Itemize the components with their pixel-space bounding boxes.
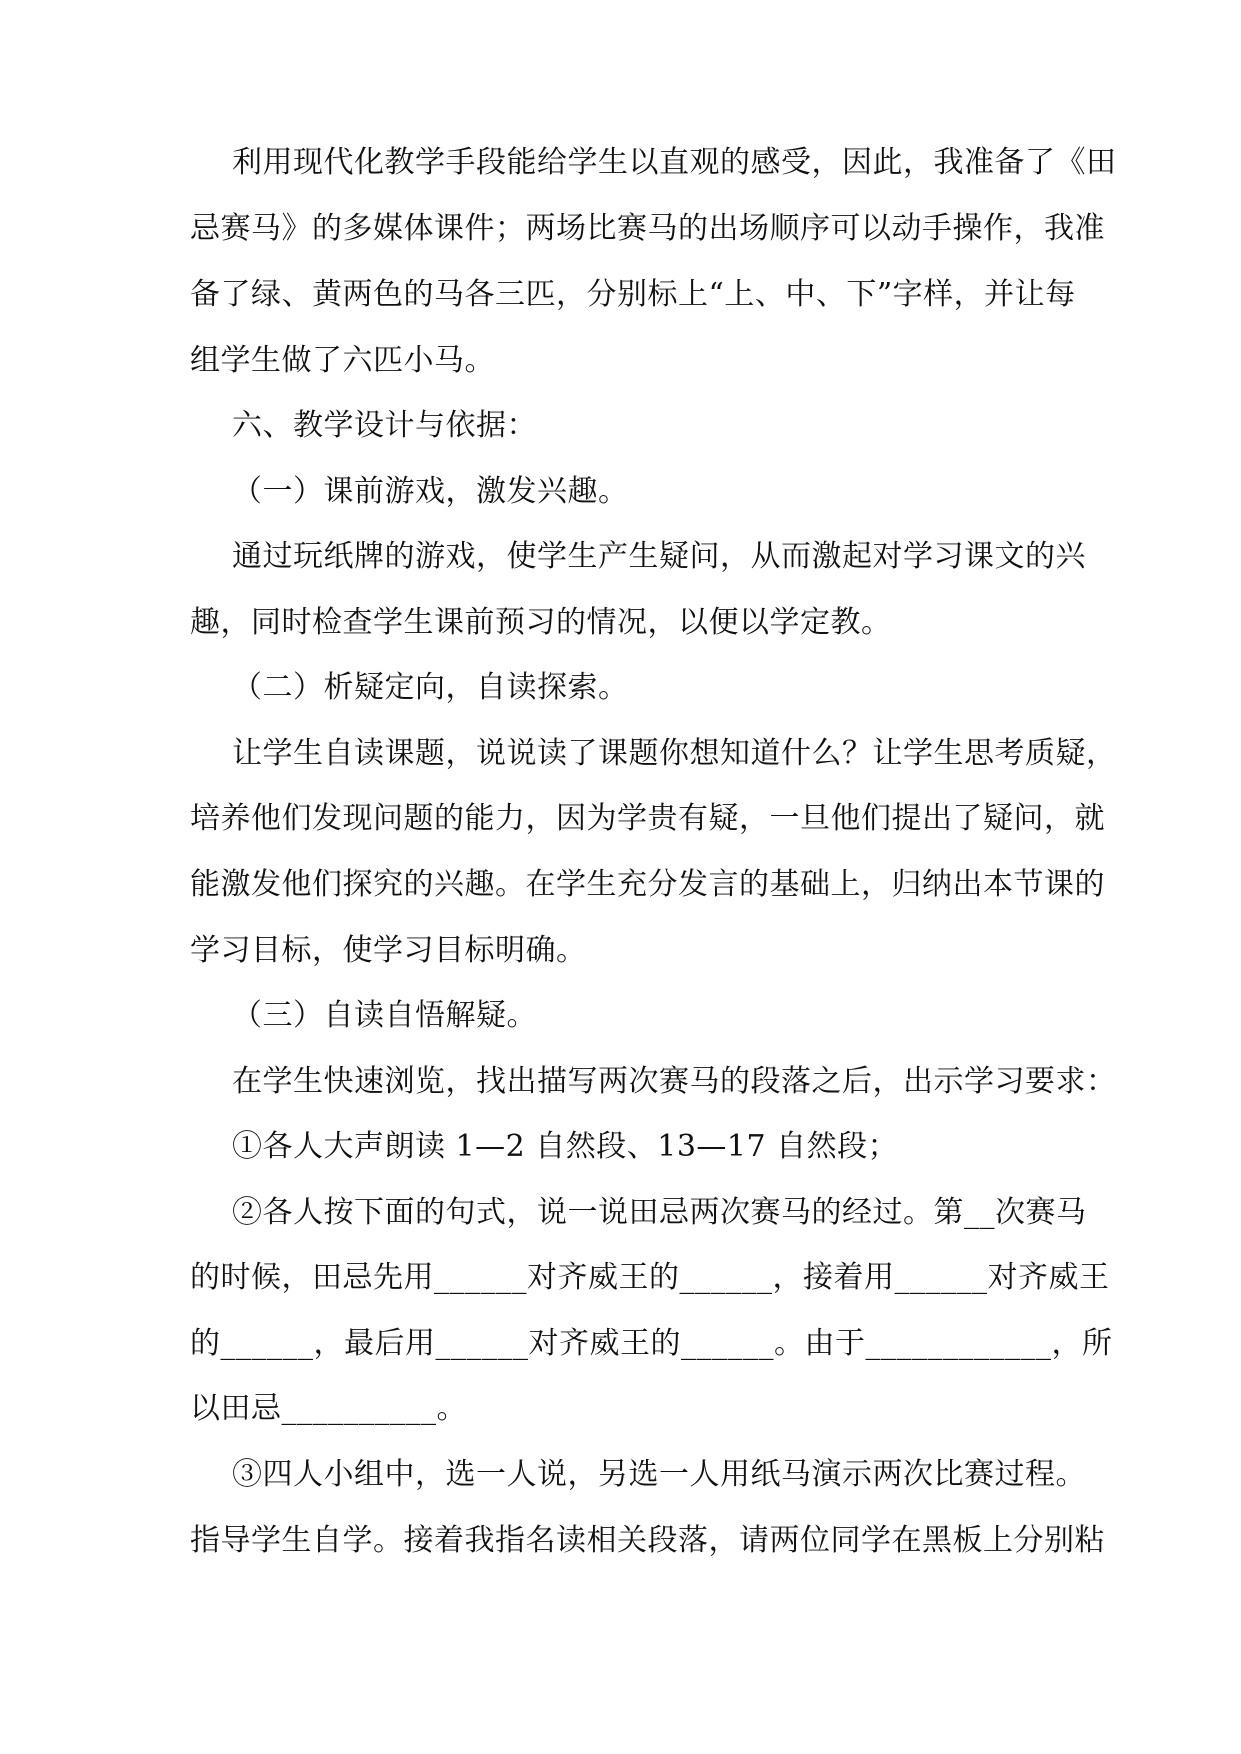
text-line-13: 学习目标，使学习目标明确。 <box>190 933 587 968</box>
text-line-20: 以田忌__________。 <box>190 1391 467 1426</box>
text-line-18: 的时候，田忌先用______对齐威王的______，接着用______对齐威王 <box>190 1260 1110 1295</box>
text-line-2: 忌赛马》的多媒体课件；两场比赛马的出场顺序可以动手操作，我准 <box>190 211 1105 246</box>
text-line-1: 利用现代化教学手段能给学生以直观的感受，因此，我准备了《田 <box>232 145 1117 180</box>
text-line-12: 能激发他们探究的兴趣。在学生充分发言的基础上，归纳出本节课的 <box>190 867 1105 902</box>
section-heading-six: 六、教学设计与依据： <box>232 408 537 443</box>
text-line-7: 通过玩纸牌的游戏，使学生产生疑问，从而激起对学习课文的兴 <box>232 539 1086 574</box>
text-line-15: 在学生快速浏览，找出描写两次赛马的段落之后，出示学习要求： <box>232 1064 1117 1099</box>
list-item-3: ③四人小组中，选一人说，另选一人用纸马演示两次比赛过程。 <box>232 1457 1086 1492</box>
text-line-22: 指导学生自学。接着我指名读相关段落，请两位同学在黑板上分别粘 <box>190 1523 1105 1558</box>
text-line-10: 让学生自读课题，说说读了课题你想知道什么？让学生思考质疑， <box>232 736 1117 771</box>
subheading-two: （二）析疑定向，自读探索。 <box>232 670 629 705</box>
text-line-19: 的______，最后用______对齐威王的______。由于____________，所 <box>190 1326 1113 1361</box>
subheading-three: （三）自读自悟解疑。 <box>232 998 537 1033</box>
list-item-2: ②各人按下面的句式，说一说田忌两次赛马的经过。第__次赛马 <box>232 1195 1087 1230</box>
list-item-1: ①各人大声朗读 1—2 自然段、13—17 自然段； <box>232 1129 899 1164</box>
text-line-4: 组学生做了六匹小马。 <box>190 343 495 378</box>
text-line-11: 培养他们发现问题的能力，因为学贵有疑，一旦他们提出了疑问，就 <box>190 801 1105 836</box>
text-line-3: 备了绿、黄两色的马各三匹，分别标上“上、中、下”字样，并让每 <box>190 277 1076 312</box>
subheading-one: （一）课前游戏，激发兴趣。 <box>232 474 629 509</box>
text-line-8: 趣，同时检查学生课前预习的情况，以便以学定教。 <box>190 605 892 640</box>
